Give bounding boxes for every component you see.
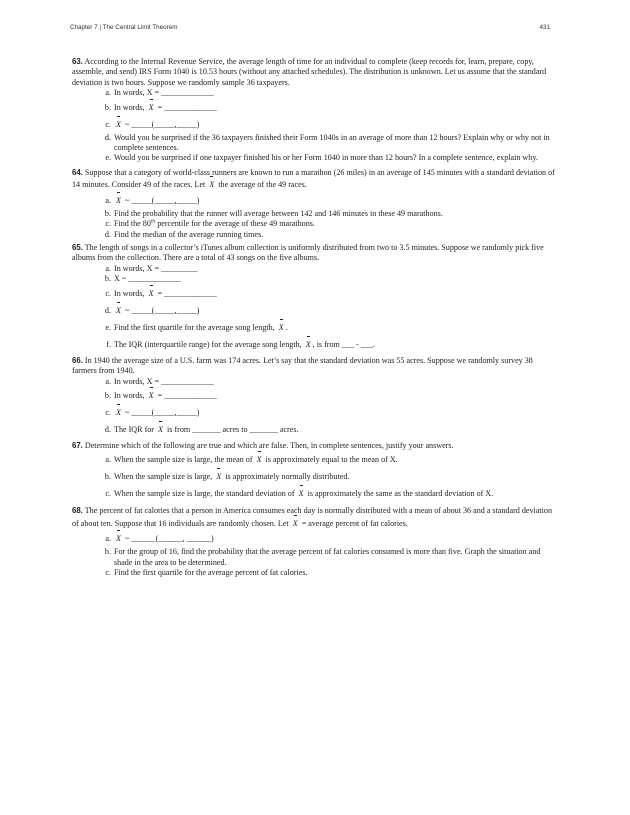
x-bar-symbol: X (209, 179, 214, 192)
part-c (113, 404, 558, 421)
part-f (113, 336, 558, 353)
part-text: percentile for the average of these 49 marathons. (157, 219, 315, 229)
x-bar-symbol: X (116, 534, 121, 544)
part-text: In words, (114, 390, 145, 400)
part-c (113, 485, 558, 502)
part-text: For the group of 16, find the probability that the average percent of fat calories consumed is more than five. Graph the situation and shade in the area to be determined. (114, 547, 541, 567)
part-text: Find the probability that the runner will average between 142 and 146 minutes in these 49 marathons. (114, 208, 443, 218)
problem-number: 63. (72, 57, 83, 66)
part-c (113, 285, 558, 302)
problem-number: 66. (72, 355, 83, 365)
part-text: The IQR for (114, 424, 155, 434)
part-text: , is from ___ - ___. (312, 339, 375, 349)
part-d (113, 230, 558, 240)
part-text: Find the median of the average running times. (114, 229, 264, 239)
part-b (113, 209, 558, 219)
part-d (113, 133, 558, 154)
problem-number: 68. (72, 506, 83, 516)
page-number: 431 (539, 24, 550, 31)
part-b (113, 387, 558, 404)
problem-64-parts (72, 192, 558, 240)
x-bar-symbol: X (278, 322, 284, 332)
problem-67 (72, 441, 558, 502)
problem-65-statement (72, 243, 558, 264)
problem-68-parts (72, 530, 558, 578)
problem-text: The percent of fat calories that a person in America consumes each day is normally distributed with a mean of about 36 and a standard deviation of about ten. Suppose that 16 individuals are randomly chosen. Let (72, 506, 552, 528)
problem-text: = average percent of fat calories. (301, 518, 408, 528)
part-b (113, 99, 558, 116)
part-text: is approximately the same as the standard deviation of X. (307, 489, 494, 499)
part-e (113, 153, 558, 163)
x-bar-symbol: X (305, 339, 311, 349)
part-e (113, 319, 558, 336)
x-bar-symbol: X (116, 407, 121, 417)
part-text: In words, X = _____________ (114, 88, 214, 98)
chapter-title: Chapter 7 | The Central Limit Theorem (70, 24, 178, 31)
ordinal-suffix: th (150, 218, 156, 225)
x-bar-symbol: X (216, 472, 222, 482)
part-text: = _____________ (157, 102, 217, 112)
part-d (113, 302, 558, 319)
part-text: ~ _____(_____,_____) (124, 305, 200, 315)
part-c (113, 116, 558, 133)
x-bar-symbol: X (116, 119, 121, 129)
part-text: ~ ______(______, ______) (124, 534, 214, 544)
part-text: In words, X = _________ (114, 263, 198, 273)
part-text: ~ _____(_____,_____) (124, 119, 200, 129)
x-bar-symbol: X (298, 489, 304, 499)
part-text: Find the first quartile for the average song length, (114, 322, 275, 332)
part-a (113, 88, 558, 98)
problem-number: 67. (72, 440, 83, 450)
part-text: is approximately normally distributed. (225, 472, 350, 482)
problem-67-statement (72, 441, 558, 451)
problem-67-parts (72, 451, 558, 502)
part-text: Find the first quartile for the average percent of fat calories. (114, 568, 308, 578)
part-text: Find the 80 (114, 219, 151, 229)
part-text: When the sample size is large, the standard deviation of (114, 489, 295, 499)
part-text: . (285, 322, 288, 332)
x-bar-symbol: X (158, 424, 163, 434)
x-bar-symbol: X (148, 390, 154, 400)
problem-65 (72, 243, 558, 353)
problem-63-parts (72, 88, 558, 164)
part-a (113, 451, 558, 468)
part-text: In words, (114, 102, 145, 112)
part-text: X ~ _____________ (114, 274, 181, 284)
problem-text: Suppose that a category of world-class runners are known to run a marathon (26 miles) in an average of 145 minutes with a standard deviation of 14 minutes. Consider 49 of the races. Let (72, 167, 555, 190)
problem-text: According to the Internal Revenue Service, the average length of time for an individual to complete (keep records for, learn, prepare, copy, assemble, and send) IRS Form 1040 is 10.53 hours (without any attached schedules). The distribution is unknown. Let us assume that the standard deviation is two hours. Suppose we randomly sample 36 taxpayers. (72, 57, 547, 87)
part-text: ~ _____(_____,_____) (124, 195, 200, 205)
part-a (113, 192, 558, 209)
problem-text: the average of the 49 races. (218, 180, 307, 190)
part-text: = _____________ (157, 390, 217, 400)
problem-63-statement (72, 57, 558, 88)
part-text: is approximately equal to the mean of X. (265, 455, 398, 465)
problem-68-statement (72, 505, 558, 530)
part-text: In words, (114, 288, 145, 298)
part-b (113, 468, 558, 485)
part-text: When the sample size is large, the mean of (114, 455, 253, 465)
part-text: When the sample size is large, (114, 472, 213, 482)
problem-text: The length of songs in a collector’s iTunes album collection is uniformly distributed from two to 3.5 minutes. Suppose we randomly pick five albums from the collection. There are a total of 43 songs on the five albums. (72, 243, 544, 263)
part-a (113, 264, 558, 274)
exercise-list (72, 57, 558, 582)
problem-text: In 1940 the average size of a U.S. farm was 174 acres. Let’s say that the standard deviation was 55 acres. Suppose we randomly survey 38 farmers from 1940. (72, 355, 533, 376)
x-bar-symbol: X (116, 305, 121, 315)
problem-66 (72, 356, 558, 438)
part-b (113, 547, 558, 568)
problem-number: 65. (72, 243, 83, 253)
part-text: In words, X = _____________ (114, 376, 214, 386)
x-bar-symbol: X (256, 455, 262, 465)
problem-68 (72, 505, 558, 578)
problem-number: 64. (72, 167, 83, 177)
part-text: Would you be surprised if the 36 taxpayers finished their Form 1040s in an average of more than 12 hours? Explain why or why not in complete sentences. (114, 132, 550, 153)
problem-65-parts (72, 264, 558, 353)
part-b (113, 274, 558, 284)
problem-64-statement (72, 167, 558, 192)
part-text: The IQR (interquartile range) for the average song length, (114, 339, 302, 349)
part-text: is from _______ acres to _______ acres. (167, 424, 299, 434)
part-d (113, 421, 558, 438)
problem-63 (72, 57, 558, 164)
part-text: Would you be surprised if one taxpayer finished his or her Form 1040 in more than 12 hours? In a complete sentence, explain why. (114, 153, 538, 163)
part-c (113, 568, 558, 578)
problem-66-statement (72, 356, 558, 377)
part-a (113, 530, 558, 547)
x-bar-symbol: X (293, 518, 298, 531)
problem-64 (72, 167, 558, 240)
page-header (70, 24, 550, 31)
part-text: ~ _____(_____,_____) (124, 407, 200, 417)
problem-text: Determine which of the following are true and which are false. Then, in complete sentences, justify your answers. (84, 440, 454, 450)
part-text: = _____________ (157, 288, 217, 298)
part-c (113, 219, 558, 229)
x-bar-symbol: X (116, 195, 121, 205)
x-bar-symbol: X (148, 288, 154, 298)
x-bar-symbol: X (148, 102, 154, 112)
problem-66-parts (72, 377, 558, 438)
part-a (113, 377, 558, 387)
